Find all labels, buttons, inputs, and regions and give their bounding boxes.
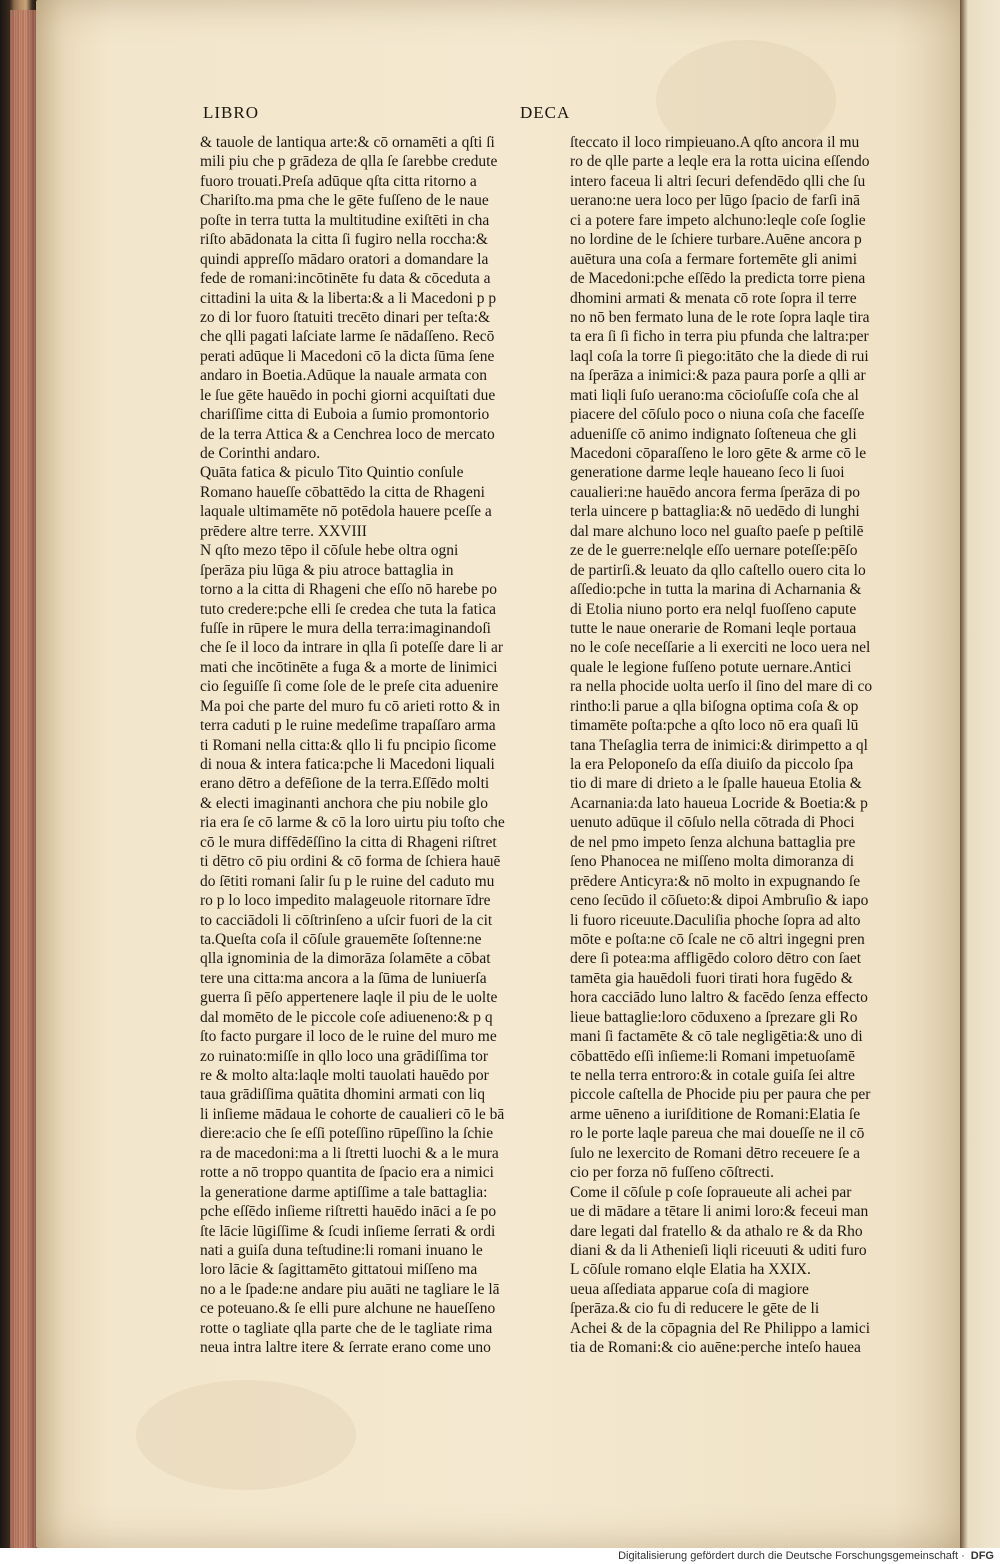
text-line: poſte in terra tutta la multitudine exiſtēti in cha	[200, 211, 490, 229]
text-line: che ſe il loco da intrare in qlla ſi poteſſe dare li ar	[200, 639, 503, 657]
text-line: terla uincere p battaglia:& nō uedēdo di lunghi	[570, 503, 860, 521]
text-line: la generatione darme aptiſſime a tale battaglia:	[200, 1183, 488, 1201]
text-line: zo di lor fuoro ſtatuiti trecēto dinari per teſta:&	[200, 308, 491, 326]
text-line: ſto facto purgare il loco de le ruine del muro me	[200, 1028, 497, 1046]
text-line: dhomini armati & menata cō rote ſopra il terre	[570, 289, 857, 307]
text-line: Macedoni cōparaſſeno le loro gēte & arme cō le	[570, 445, 867, 462]
text-line: torno a la citta di Rhageni che eſſo nō harebe po	[200, 581, 497, 599]
text-line: ſeno Phanocea ne miſſeno molta dimoranza di	[570, 853, 855, 871]
text-line: mōte e poſta:ne cō ſcale ne cō altri ingegni pren	[570, 930, 865, 948]
text-line: dal mare alchuno loco nel guaſto paeſe p peſtilē	[570, 522, 864, 540]
text-line: & tauole de lantiqua arte:& cō ornamēti a qſti ſi	[200, 134, 495, 151]
text-line: lieue battaglie:loro cōduxeno a ſprezare gli Ro	[570, 1008, 858, 1026]
text-line: ti dētro cō piu ordini & cō forma de ſchiera hauē	[200, 853, 501, 871]
text-line: laql coſa la torre ſi piego:itāto che la diede di rui	[570, 347, 869, 365]
text-line: erano dētro a defēſione de la terra.Eſſēdo molti	[200, 775, 490, 793]
running-header-right: DECA	[520, 103, 571, 122]
text-line: ta.Queſta coſa il cōſule grauemēte ſoſtenne:ne	[200, 930, 482, 948]
text-line: mani ſi factamēte & cō tale negligētia:& uno di	[570, 1028, 863, 1046]
text-line: andaro in Boetia.Adūque la nauale armata con	[200, 367, 488, 385]
text-line: piccole caſtella de Phocide piu per paura che per	[570, 1086, 871, 1104]
text-line: ta era ſi ſi ficho in terra piu pfunda che laltra:per	[570, 328, 869, 346]
text-line: guerra ſi pēſo appertenere laqle il piu de le uolte	[200, 989, 498, 1007]
text-line: piacere del cōſulo poco o niuna coſa che faceſſe	[570, 406, 865, 424]
text-line: auētura una coſa a fermare fortemēte gli animi	[570, 250, 858, 268]
text-line: timamēte poſta:pche a qſto loco nō era quaſi lū	[570, 717, 859, 735]
text-line: la era Peloponeſo da eſſa diuiſo da piccolo ſpa	[570, 756, 854, 773]
text-line: tamēta gia hauēdoli fuori tirati hora fugēdo &	[570, 969, 853, 987]
text-line: uenuto adūque il cōſulo nella cōtrada di Phoci	[570, 814, 855, 832]
text-line: te nella terra entroro:& in cotale guiſa ſei altre	[570, 1067, 855, 1084]
text-line: ra de macedoni:ma a li ſtretti luochi & a le mura	[200, 1144, 499, 1162]
text-line: no a le ſpade:ne andare piu auāti ne tagliare le lā	[200, 1280, 500, 1298]
left-text-column	[200, 133, 562, 1357]
text-line: prēdere Anticyra:& nō molto in expugnando ſe	[570, 872, 861, 890]
text-line: chariſſime citta di Euboia a ſumio promontorio	[200, 406, 490, 424]
text-line: terra caduti p le ruine medeſime trapaſſaro arma	[200, 717, 496, 735]
text-line: ra nella phocide uolta uerſo il ſino del mare di co	[570, 678, 873, 696]
text-line: no lordine de le ſchiere turbare.Auēne ancora p	[570, 231, 862, 249]
text-line: rotte a nō troppo quantita de ſpacio era a nimici	[200, 1164, 494, 1182]
text-line: hora cacciādo luno laltro & facēdo ſenza effecto	[570, 989, 868, 1007]
text-line: loro lācie & ſagittamēto gittatoui miſſeno ma	[200, 1261, 478, 1279]
text-line: ro le porte laqle pareua che mai doueſſe ne il cō	[570, 1125, 865, 1143]
text-line: laquale ultimamēte nō potēdola hauere pceſſe a	[200, 503, 492, 521]
text-line: N qſto mezo tēpo il cōſule hebe oltra ogni	[200, 542, 459, 560]
running-header-left: LIBRO	[203, 103, 259, 122]
text-line: tio di mare di drieto a le ſpalle haueua Etolia &	[570, 775, 862, 793]
text-line: arme uēneno a iuriſditione de Romani:Elatia ſe	[570, 1105, 861, 1123]
paper-stain	[136, 1380, 356, 1490]
text-line: Acarnania:da lato haueua Locride & Boetia:& p	[570, 794, 868, 812]
text-line: de partirſi.& leuato da qllo caſtello ouero cita lo	[570, 561, 866, 579]
text-line: ſperāza.& cio fu di reducere le gēte de li	[570, 1300, 820, 1318]
text-line: fuſſe in rūpere le mura della terra:imaginandoſi	[200, 619, 491, 637]
text-line: ceno ſecūdo il cōſueto:& dipoi Ambruſio & iapo	[570, 892, 869, 910]
text-line: tia de Romani:& cio auēne:perche inteſo hauea	[570, 1339, 861, 1357]
text-line: ce poteuano.& ſe elli pure alchune ne haueſſeno	[200, 1300, 496, 1318]
text-line: dere ſi potea:ma affligēdo coloro dētro con ſaet	[570, 950, 862, 968]
text-line: cōbattēdo eſſi inſieme:li Romani impetuoſamē	[570, 1047, 855, 1065]
facing-page	[960, 0, 1000, 1548]
text-line: li inſieme mādaua le cohorte de caualieri cō le bā	[200, 1105, 505, 1123]
text-line: ueua aſſediata apparue coſa di magiore	[570, 1280, 809, 1298]
text-line: ſteccato il loco rimpieuano.A qſto ancora il mu	[570, 134, 860, 151]
text-line: de Corinthi andaro.	[200, 445, 321, 462]
text-line: mili piu che p grādeza de qlla ſe ſarebbe credute	[200, 153, 498, 171]
text-line: Romano haueſſe cōbattēdo la citta de Rhageni	[200, 483, 485, 501]
right-text-column	[570, 133, 942, 1357]
page-edge	[10, 10, 36, 1548]
text-line: dare legati dal fratello & da athalo re & da Rho	[570, 1222, 863, 1240]
text-line: ci a potere fare impeto alchuno:leqle coſe ſoglie	[570, 211, 866, 229]
text-line: caualieri:ne hauēdo ancora ferma ſperāza di po	[570, 483, 861, 501]
text-line: pche eſſēdo inſieme riſtretti hauēdo ināci a ſe po	[200, 1203, 497, 1221]
text-line: Achei & de la cōpagnia del Re Philippo a lamici	[570, 1319, 871, 1337]
text-line: prēdere altre terre. XXVIII	[200, 522, 367, 540]
text-line: zo ruinato:miſſe in qllo loco una grādiſſima tor	[200, 1047, 488, 1065]
text-line: qlla ignominia de la dimorāza ſolamēte a cōbat	[200, 950, 491, 968]
text-line: diere:acio che ſe eſſi poteſſino rūpeſſino la ſchie	[200, 1125, 494, 1143]
text-line: Chariſto.ma pma che le gēte fuſſeno de le naue	[200, 192, 489, 210]
text-line: re & molto alta:laqle molti tauolati hauēdo por	[200, 1067, 489, 1084]
dfg-logo: DFG	[970, 1550, 994, 1562]
text-line: ria era ſe cō larme & cō la loro uirtu piu toſto che	[200, 814, 505, 832]
text-line: Ma poi che parte del muro fu cō arieti rotto & in	[200, 697, 501, 715]
text-line: ro p lo loco impedito malageuole ritornare īdre	[200, 892, 491, 910]
text-line: de nel pmo impeto ſenza alchuna battaglia pre	[570, 833, 856, 851]
text-line: ti Romani nella citta:& qllo li fu pncipio ſicome	[200, 736, 497, 754]
footer-credit: Digitalisierung gefördert durch die Deutsche Forschungsgemeinschaft ·	[618, 1550, 965, 1562]
text-line: le ſue gēte hauēdo in pochi giorni acquiſtati due	[200, 386, 496, 404]
text-line: no nō ben fermato luna de le rote ſopra laqle tira	[570, 308, 870, 326]
text-line: rotte o tagliate qlla parte che de le tagliate rima	[200, 1319, 493, 1337]
text-line: ſte lācie lūgiſſime & ſcudi inſieme ſerrati & ordi	[200, 1222, 496, 1240]
text-line: de Macedoni:pche eſſēdo la predicta torre piena	[570, 270, 866, 288]
text-line: cittadini la uita & la liberta:& a li Macedoni p p	[200, 289, 497, 307]
text-line: de la terra Attica & a Cenchrea loco de mercato	[200, 425, 495, 443]
text-line: adueniſſe cō animo indignato ſoſteneua che gli	[570, 425, 857, 443]
text-line: di noua & intera fatica:pche li Macedoni liquali	[200, 756, 495, 773]
text-line: nati a guiſa duna teſtudine:li romani inuano le	[200, 1241, 483, 1259]
text-line: do ſētiti romani ſalir ſu p le ruine del caduto mu	[200, 872, 495, 890]
text-line: dal momēto de le piccole coſe adiueneno:& p q	[200, 1008, 493, 1026]
text-line: quale le legione fuſſeno potute uernare.Antici	[570, 658, 852, 676]
text-line: che qlli pagati laſciate larme ſe nādaſſeno. Recō	[200, 328, 495, 346]
text-line: intero faceua li altri ſecuri defendēdo qlli che ſu	[570, 172, 866, 190]
text-line: tere una citta:ma ancora a la ſūma de luniuerſa	[200, 969, 487, 987]
text-line: cō le mura diffēdēſſino la citta di Rhageni riſtret	[200, 833, 497, 851]
text-line: diani & da li Athenieſi liqli riceuuti & uditi furo	[570, 1241, 867, 1259]
text-line: ro de qlle parte a leqle era la rotta uicina eſſendo	[570, 153, 870, 171]
text-line: L cōſule romano elqle Elatia ha XXIX.	[570, 1261, 811, 1279]
text-line: aſſedio:pche in tutta la marina di Acharnania &	[570, 581, 862, 599]
text-line: tana Theſaglia terra de inimici:& dirimpetto a ql	[570, 736, 868, 754]
text-line: riſto abādonata la citta ſi fugiro nella roccha:&	[200, 231, 488, 249]
text-line: Quāta fatica & piculo Tito Quintio conſule	[200, 464, 464, 482]
text-line: ze de le guerre:nelqle eſſo uernare poteſſe:pēſo	[570, 542, 858, 560]
text-line: di Etolia niuno porto era nelql fuoſſeno capute	[570, 600, 857, 618]
text-line: uerano:ne uera loco per lūgo ſpacio de farſi inā	[570, 192, 861, 210]
text-line: na ſperāza a inimici:& paza paura porſe a qlli ar	[570, 367, 866, 385]
text-line: tuto credere:pche elli ſe credea che tuta la fatica	[200, 600, 497, 618]
text-line: rintho:li parue a qlla biſogna optima coſa & op	[570, 697, 859, 715]
text-line: taua grādiſſima quātita dhomini armati con liq	[200, 1086, 485, 1104]
text-line: ſulo ne lexercito de Romani dētro receuere ſe a	[570, 1144, 861, 1162]
text-line: cio per forza nō fuſſeno cōſtrecti.	[570, 1164, 774, 1182]
text-line: to cacciādoli li cōſtrinſeno a uſcir fuori de la cit	[200, 911, 493, 929]
text-line: li fuoro riceuute.Daculiſia phoche ſopra ad alto	[570, 911, 861, 929]
text-line: cio ſeguiſſe ſi come ſole de le preſe cita aduenire	[200, 678, 499, 696]
digitization-footer	[0, 1548, 1000, 1564]
text-line: tutte le naue onerarie de Romani leqle portaua	[570, 619, 857, 637]
text-line: mati che incōtinēte a fuga & a morte de linimici	[200, 658, 498, 676]
text-line: no le coſe neceſſarie a li exerciti ne loco uera nel	[570, 639, 871, 657]
text-line: mati liqli ſuſo uerano:ma cōcioſuſſe coſa che al	[570, 386, 859, 404]
text-line: neua intra laltre itere & ſerrate erano come uno	[200, 1339, 491, 1357]
text-line: perati adūque li Macedoni cō la dicta ſūma ſene	[200, 347, 495, 365]
text-line: ſperāza piu lūga & piu atroce battaglia in	[200, 561, 454, 579]
text-line: fede de romani:incōtinēte fu data & cōceduta a	[200, 270, 491, 288]
text-line: Come il cōſule p coſe ſopraueute ali achei par	[570, 1183, 852, 1201]
text-line: quindi appreſſo mādaro oratori a domandare la	[200, 250, 489, 268]
text-line: generatione darme leqle haueano ſeco li ſuoi	[570, 464, 845, 482]
text-line: fuoro trouati.Preſa adūque qſta citta ritorno a	[200, 172, 477, 190]
text-line: & electi imaginanti anchora che piu nobile glo	[200, 794, 488, 812]
text-line: ue di mādare a tētare li animi loro:& feceui man	[570, 1203, 869, 1221]
